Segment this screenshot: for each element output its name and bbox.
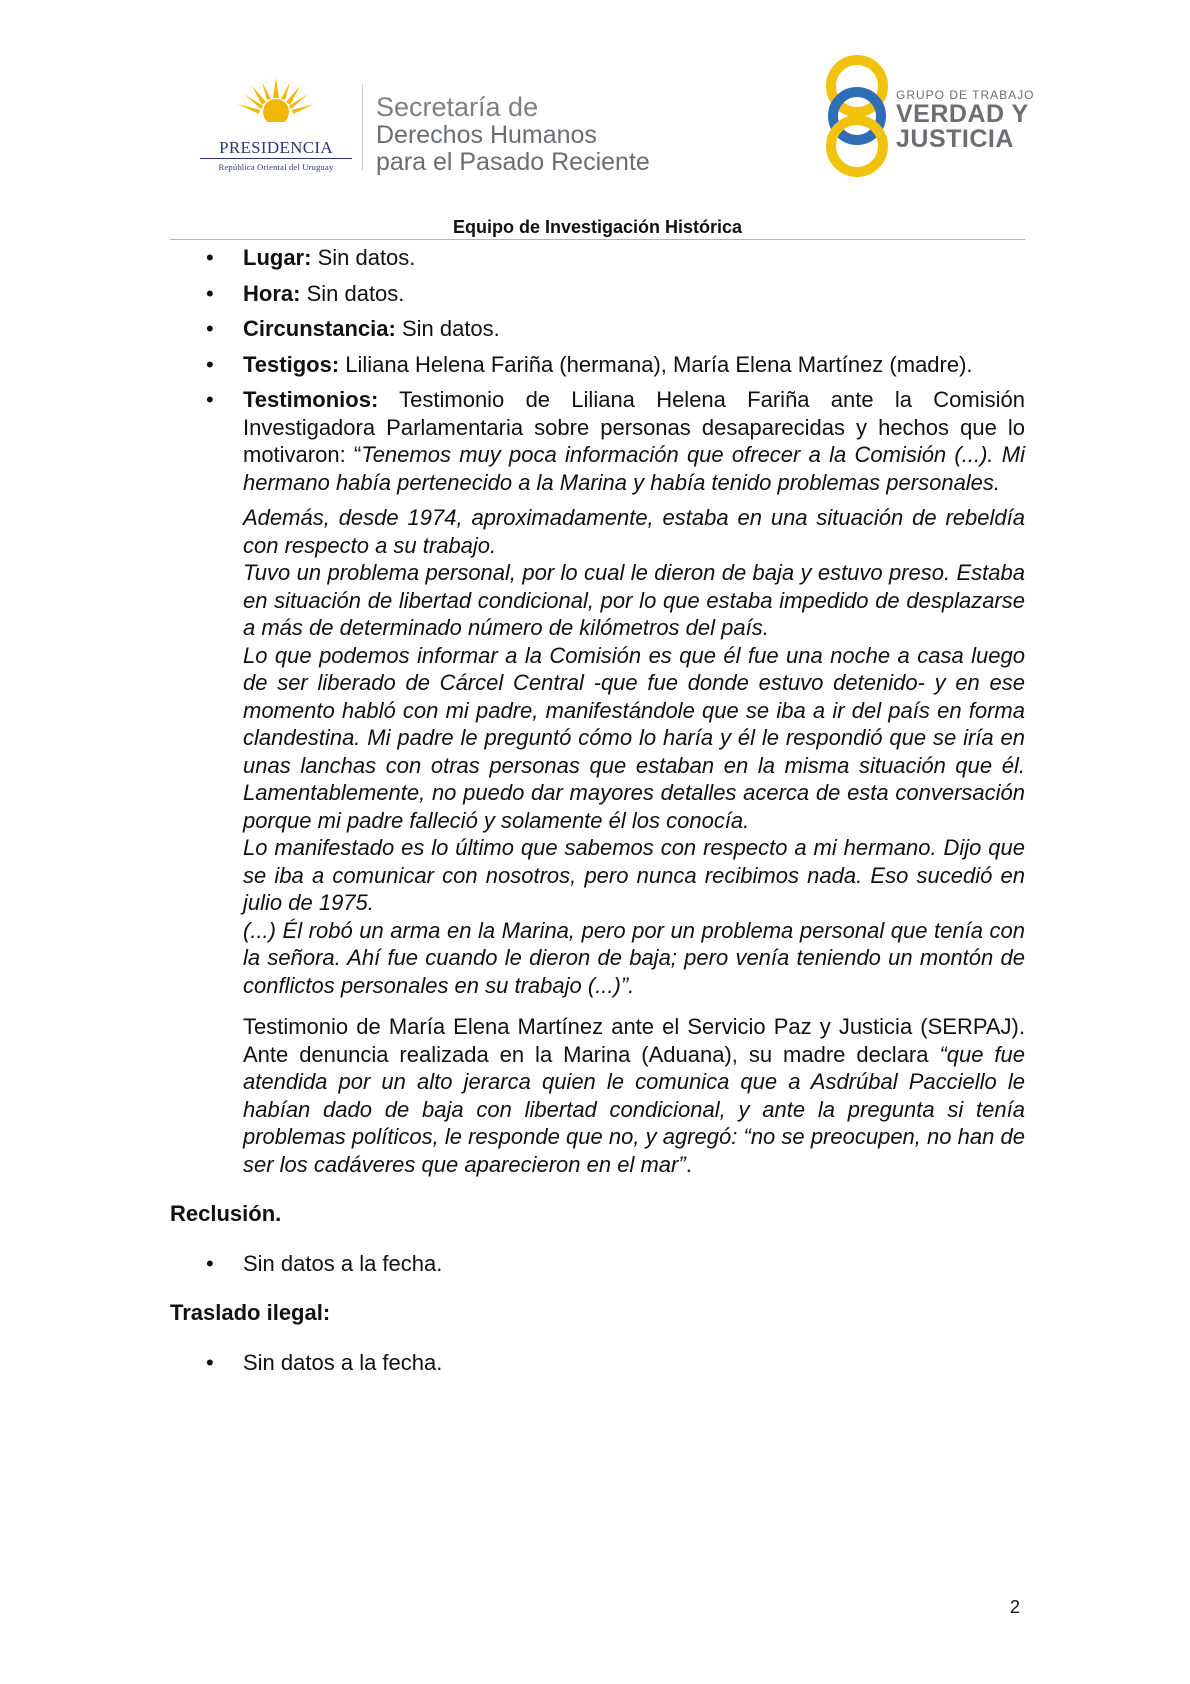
traslado-item: • Sin datos a la fecha. <box>170 1349 1025 1377</box>
quote-paragraph-5: Lo manifestado es lo último que sabemos con respecto a mi hermano. Dijo que se iba a comunicar con nosotros, pero nunca recibimos nada. Eso sucedió en julio de 1975. <box>243 835 1025 915</box>
verdad-justicia-rings-icon <box>822 54 892 178</box>
reclusion-heading: Reclusión. <box>170 1201 282 1226</box>
secretaria-line-3: para el Pasado Reciente <box>376 148 650 176</box>
quote-paragraph-6: (...) Él robó un arma en la Marina, pero por un problema personal que tenía con la señora. Ahí fue cuando le dieron de baja; pero venía teniendo un montón de conflictos personales en su trabajo (...)”. <box>243 917 1025 998</box>
header-rule <box>170 239 1025 240</box>
list-item-circunstancia <box>170 315 1025 343</box>
list-item-testigos <box>170 351 1025 379</box>
testimonio-quote-start: Tenemos muy poca información que ofrecer a la Comisión (...). Mi hermano había pertenecido a la Marina y había tenido problemas personales. <box>243 442 1025 495</box>
testigos-value: Liliana Helena Fariña (hermana), María Elena Martínez (madre). <box>339 351 973 377</box>
circunstancia-label: Circunstancia: <box>243 316 396 341</box>
reclusion-item: • Sin datos a la fecha. <box>170 1250 1025 1278</box>
testigos-label: Testigos: <box>243 351 340 377</box>
hora-value: Sin datos. <box>300 280 405 306</box>
grupo-line-2: VERDAD Y <box>896 100 1029 128</box>
secretaria-line-2: Derechos Humanos <box>376 121 597 149</box>
testimonio-intro: Testimonio de Liliana Helena Fariña ante la Comisión Investigadora Parlamentaria sobre personas desaparecidas y hechos que lo motivaron: “ <box>243 387 1025 467</box>
traslado-list <box>170 1349 1025 1377</box>
verdad-justicia-text <box>896 88 1034 152</box>
lugar-value: Sin datos. <box>311 245 416 270</box>
reclusion-list <box>170 1250 1025 1278</box>
quote-paragraph-3: Tuvo un problema personal, por lo cual le dieron de baja y estuvo preso. Estaba en situación de libertad condicional, por lo que estaba impedido de desplazarse a más de determinado número de kilómetros del país. <box>243 560 1025 640</box>
serpaj-end: . <box>685 1151 692 1177</box>
list-item-hora <box>170 280 1025 308</box>
logo-divider <box>362 84 363 170</box>
testimonio-paragraph-1 <box>243 386 1025 496</box>
quote-paragraph-4: Lo que podemos informar a la Comisión es que él fue una noche a casa luego de ser liberado de Cárcel Central -que fue donde estuvo detenido- y en ese momento habló con mi padre, manifestándole que se iba a ir del país en forma clandestina. Mi padre le preguntó cómo lo haría y él le respondió que se iría en unas lanchas con otras personas que estaban en la misma situación que él. Lamentablemente, no puedo dar mayores detalles acerca de esta conversación porque mi padre falleció y solamente él los conocía. <box>243 642 1025 833</box>
serpaj-quote: “que fue atendida por un alto jerarca quien le comunica que a Asdrúbal Pacciello le habían dado de baja con libertad condicional, y ante la pregunta si tenía problemas políticos, le responde que no, y agregó: “no se preocupen, no han de ser los cadáveres que aparecieron en el mar” <box>243 1041 1025 1177</box>
presidencia-name: PRESIDENCIA <box>219 138 333 157</box>
grupo-line-1: GRUPO DE TRABAJO <box>896 88 1035 102</box>
sun-icon <box>234 78 318 136</box>
secretaria-logo-text <box>376 92 650 176</box>
details-list <box>170 244 1025 1178</box>
serpaj-intro: Testimonio de María Elena Martínez ante el Servicio Paz y Justicia (SERPAJ). Ante denuncia realizada en la Marina (Aduana), su madre declara <box>243 1014 1025 1067</box>
traslado-heading: Traslado ilegal: <box>170 1300 331 1325</box>
testimonio-quote-block <box>243 504 1025 999</box>
document-body <box>170 244 1025 1384</box>
secretaria-line-1: Secretaría de <box>376 92 539 122</box>
presidencia-logo <box>196 78 356 178</box>
serpaj-paragraph <box>243 1013 1025 1178</box>
page-number: 2 <box>1010 1597 1021 1617</box>
list-item-lugar <box>170 244 1025 272</box>
testimonios-label: Testimonios: <box>243 387 379 412</box>
presidencia-rule <box>200 158 352 159</box>
presidencia-subtitle: República Oriental del Uruguay <box>218 162 334 172</box>
lugar-label: Lugar: <box>243 245 312 270</box>
quote-paragraph-2: Además, desde 1974, aproximadamente, estaba en una situación de rebeldía con respecto a su trabajo. <box>243 505 1025 558</box>
circunstancia-value: Sin datos. <box>395 316 500 341</box>
hora-label: Hora: <box>243 280 301 306</box>
team-title: Equipo de Investigación Histórica <box>452 217 743 237</box>
page-header <box>0 0 1190 240</box>
grupo-line-3: JUSTICIA <box>896 125 1014 153</box>
list-item-testimonios <box>170 386 1025 1178</box>
